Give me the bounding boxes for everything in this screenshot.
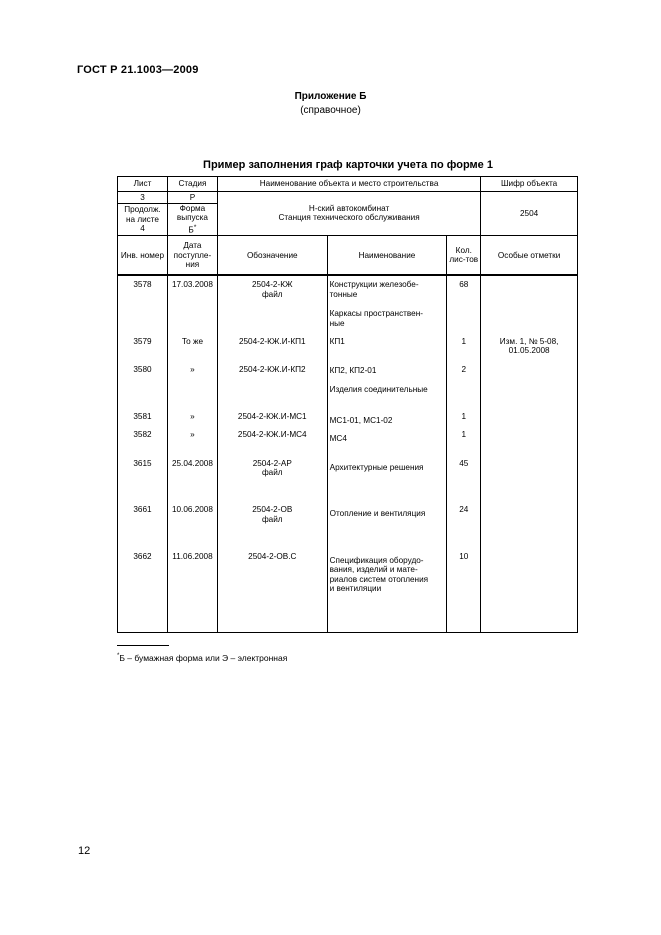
inventory-number-header: Инв. номер [118,235,168,275]
sheet-count-column [447,275,481,632]
special-note: 01.05.2008 [508,346,550,356]
designation-file-note: файл [261,289,283,299]
continuation-cell [118,204,168,236]
document-name: Архитектурные решения [329,462,424,472]
designation-header: Обозначение [217,235,327,275]
object-name-line-2: Станция технического обслуживания [278,213,420,223]
issue-form-value: Б [188,225,194,235]
table-title: Пример заполнения граф карточки учета по форме 1 [203,159,493,171]
sheet-count: 1 [461,430,467,440]
receipt-date: » [190,430,195,440]
document-name: тонные [329,289,358,299]
document-name: Спецификация оборудо- [329,555,424,565]
designation: 2504-2-ОВ.С [248,551,297,561]
notes-header: Особые отметки [481,235,578,275]
designation-file-note: файл [261,468,283,478]
receipt-date: 10.06.2008 [171,505,213,515]
issue-form-cell [167,204,217,236]
sheet-count: 45 [459,458,469,468]
document-name: Каркасы пространствен- [329,309,423,319]
receipt-date-header: Дата поступле-ния [167,235,217,275]
document-name: Отопление и вентиляция [329,509,426,519]
inventory-number: 3661 [133,505,152,515]
object-name-cell [217,192,480,236]
receipt-date: » [190,411,195,421]
stage-cell [167,177,217,192]
sheet-label: Лист [133,179,152,189]
designation: 2504-2-ОВ [252,505,293,515]
designation: 2504-2-АР [252,458,292,468]
designation-file-note: файл [261,514,283,524]
object-code-header: Шифр объекта [481,177,578,192]
page-number: 12 [78,845,91,857]
object-code-value: 2504 [481,192,578,236]
document-name: МС4 [329,434,347,444]
issue-form-footnote-mark: * [193,223,197,231]
object-name-header: Наименование объекта и место строительства [217,177,480,192]
designation: 2504-2-КЖ [251,280,293,290]
sheet-count-header: Кол. лис-тов [447,235,481,275]
name-column [327,275,447,632]
footnote-text: Б – бумажная форма или Э – электронная [119,653,288,663]
sheet-count: 1 [461,411,467,421]
receipt-date: 11.06.2008 [172,551,213,561]
document-name: МС1-01, МС1-02 [329,415,393,425]
inventory-number: 3615 [133,458,152,468]
designation-column [217,275,327,632]
inventory-number: 3579 [133,336,152,346]
appendix-subtitle: (справочное) [300,105,361,116]
stage-value: Р [167,192,217,204]
sheet-count: 68 [459,280,469,290]
issue-form-label: Форма выпуска [176,204,208,223]
document-name: ные [329,318,345,328]
inventory-number: 3662 [133,551,152,561]
inventory-number: 3581 [133,411,152,421]
receipt-date-column [167,275,217,632]
document-name: вания, изделий и мате- [329,565,418,575]
designation: 2504-2-КЖ.И-КП2 [238,365,306,375]
receipt-date: 25.04.2008 [171,458,213,468]
document-name: Конструкции железобе- [329,280,419,290]
document-name: КП1 [329,337,345,347]
receipt-date: 17.03.2008 [171,280,213,290]
inventory-number: 3580 [133,365,152,375]
stage-label: Стадия [178,179,207,189]
receipt-date: То же [181,336,204,346]
sheet-count: 10 [459,551,469,561]
sheet-count: 2 [461,365,467,375]
inventory-number: 3582 [133,430,152,440]
receipt-date: » [190,365,195,375]
sheet-count: 24 [459,505,469,515]
designation: 2504-2-КЖ.И-МС1 [237,411,307,421]
document-name: и вентиляции [329,583,382,593]
document-name: риалов систем отопления [329,574,429,584]
notes-column [481,275,578,632]
designation: 2504-2-КЖ.И-КП1 [238,336,306,346]
footnote [117,653,287,663]
appendix-title: Приложение Б [294,91,367,102]
document-name: Изделия соединительные [329,384,428,394]
continuation-label: Продолж. на листе [124,205,161,224]
object-name-line-1: Н-ский автокомбинат [308,204,390,214]
inventory-number-column [118,275,168,632]
sheet-value: 3 [118,192,168,204]
footnote-mark: * [117,653,120,660]
sheet-cell [118,177,168,192]
record-card-table [117,176,578,633]
appendix-heading [0,90,661,118]
inventory-number: 3578 [133,280,152,290]
footnote-divider [117,645,169,646]
name-header: Наименование [327,235,447,275]
continuation-value: 4 [140,224,145,234]
special-note: Изм. 1, № 5-08, [499,336,559,346]
designation: 2504-2-КЖ.И-МС4 [237,430,307,440]
document-header: ГОСТ Р 21.1003—2009 [77,64,199,76]
document-name: КП2, КП2-01 [329,365,377,375]
sheet-count: 1 [461,336,467,346]
